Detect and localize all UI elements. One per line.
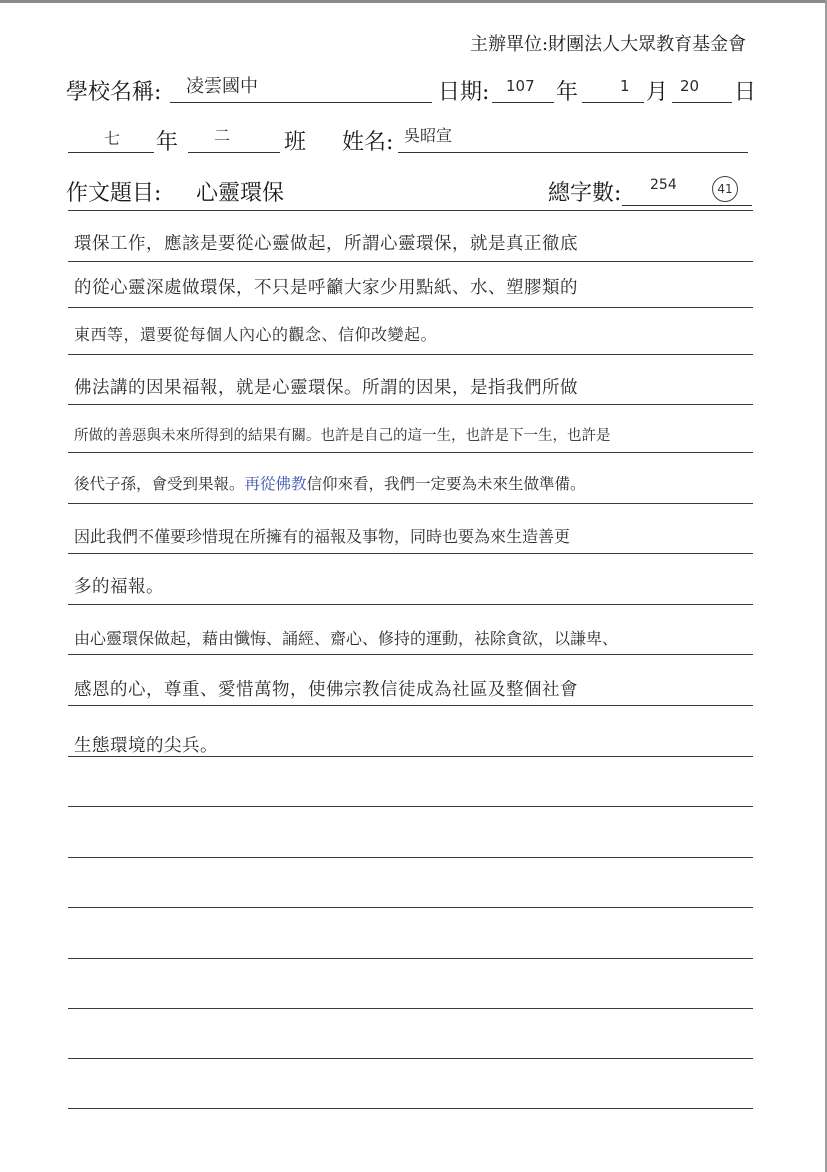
- rule-line: [68, 354, 753, 355]
- year-value: 107: [506, 77, 535, 95]
- essay-line: 所做的善惡與未來所得到的結果有關。也許是自己的這一生，也許是下一生，也許是: [74, 428, 611, 444]
- rule-line: [68, 404, 753, 405]
- topic-label: 作文題目:: [66, 181, 162, 206]
- year-underline: [492, 102, 554, 103]
- name-label: 姓名:: [342, 130, 394, 155]
- grade-value: 七: [104, 129, 121, 148]
- name-underline: [398, 152, 748, 153]
- grade-label: 年: [156, 130, 179, 155]
- year-label: 年: [556, 80, 579, 105]
- day-underline: [672, 102, 732, 103]
- rule-line: [68, 806, 753, 807]
- essay-line: 環保工作，應該是要從心靈做起，所謂心靈環保，就是真正徹底: [74, 234, 578, 254]
- essay-line: 由心靈環保做起，藉由懺悔、誦經、齋心、修持的運動，袪除貪欲，以謙卑、: [74, 629, 619, 648]
- essay-text: 後代子孫，會受到果報。: [74, 475, 245, 493]
- rule-line: [68, 705, 753, 706]
- wordcount-value: 254: [650, 177, 677, 193]
- school-underline: [170, 102, 432, 103]
- date-label: 日期:: [438, 80, 490, 105]
- essay-line: 佛法講的因果福報，就是心靈環保。所謂的因果，是指我們所做: [74, 378, 578, 398]
- rule-line: [68, 1108, 753, 1109]
- rule-line: [68, 907, 753, 908]
- rule-line: [68, 958, 753, 959]
- essay-line: 的從心靈深處做環保，不只是呼籲大家少用點紙、水、塑膠類的: [74, 278, 578, 298]
- score-mark: 41: [712, 176, 738, 202]
- rule-line: [68, 654, 753, 655]
- essay-line: 多的福報。: [74, 577, 164, 597]
- month-value: 1: [620, 77, 630, 95]
- rule-line: [68, 604, 753, 605]
- essay-line: 感恩的心，尊重、愛惜萬物，使佛宗教信徒成為社區及整個社會: [74, 680, 578, 700]
- month-underline: [582, 102, 644, 103]
- day-value: 20: [680, 77, 700, 95]
- essay-blue-text: 再從佛教: [244, 475, 307, 493]
- rule-line: [68, 503, 753, 504]
- rule-line: [68, 1008, 753, 1009]
- class-value: 二: [214, 126, 231, 145]
- grade-underline: [68, 152, 154, 153]
- essay-line: 東西等，還要從每個人內心的觀念、信仰改變起。: [74, 325, 438, 344]
- topic-value: 心靈環保: [196, 181, 285, 206]
- wordcount-label: 總字數:: [548, 181, 622, 206]
- class-underline: [188, 152, 280, 153]
- school-label: 學校名稱:: [66, 80, 162, 105]
- rule-line: [68, 857, 753, 858]
- wordcount-underline: [622, 205, 752, 206]
- rule-line: [68, 452, 753, 453]
- essay-line: [74, 472, 754, 494]
- name-value: 吳昭宣: [404, 126, 453, 145]
- school-value: 凌雲國中: [186, 76, 258, 97]
- rule-line: [68, 210, 753, 211]
- rule-line: [68, 307, 753, 308]
- rule-line: [68, 1058, 753, 1059]
- essay-line: 生態環境的尖兵。: [74, 736, 218, 756]
- organizer-text: 主辦單位:財團法人大眾教育基金會: [470, 34, 747, 55]
- essay-line: 因此我們不僅要珍惜現在所擁有的福報及事物，同時也要為來生造善更: [74, 527, 571, 546]
- essay-text: 信仰來看，我們一定要為未來生做準備。: [306, 475, 586, 493]
- page-border-top: [0, 0, 827, 3]
- class-label: 班: [284, 130, 307, 155]
- day-label: 日: [734, 80, 757, 105]
- rule-line: [68, 261, 753, 262]
- rule-line: [68, 553, 753, 554]
- month-label: 月: [646, 80, 669, 105]
